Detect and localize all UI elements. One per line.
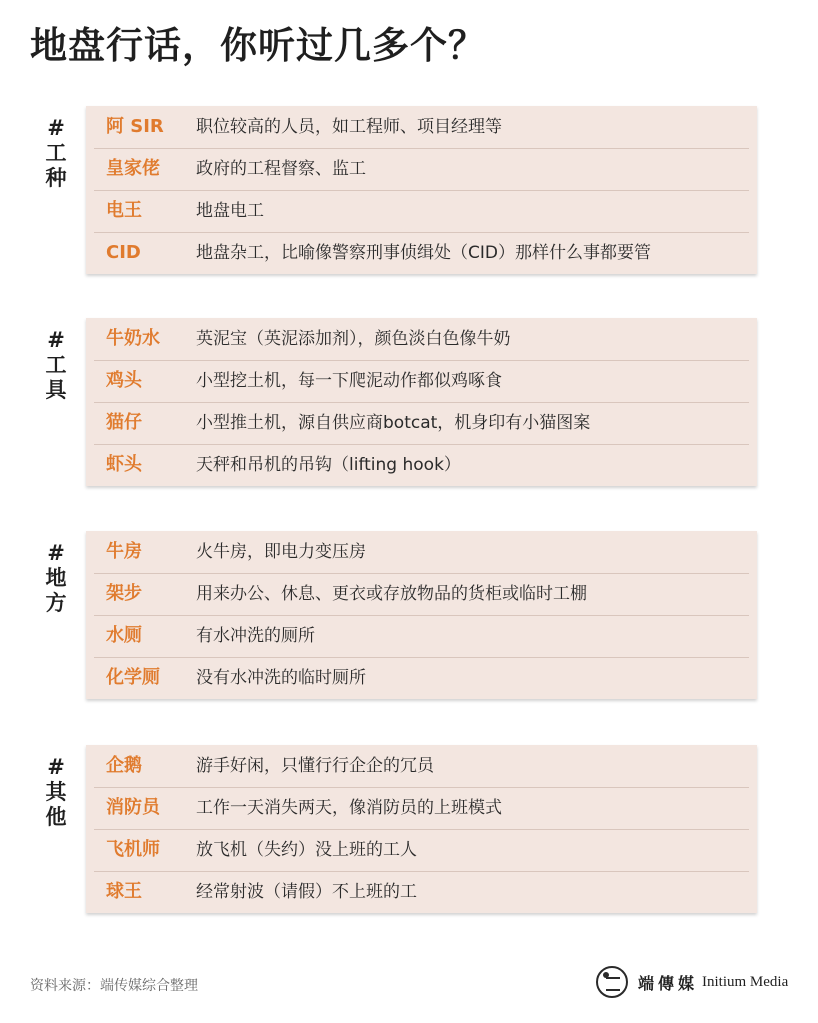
term-description: 放飞机（失约）没上班的工人 [196, 840, 417, 860]
section-label-char: 地 [45, 566, 67, 590]
term-description: 有水冲洗的厕所 [196, 626, 315, 646]
term-name: CID [106, 242, 141, 263]
term-name: 猫仔 [106, 412, 142, 433]
section-label-char: 方 [45, 591, 67, 615]
term-description: 没有水冲洗的临时厕所 [196, 668, 366, 688]
section-label-char: 具 [45, 378, 67, 402]
term-description: 政府的工程督察、监工 [196, 159, 366, 179]
term-name: 企鹅 [106, 755, 142, 776]
term-row [86, 871, 757, 913]
term-description: 英泥宝（英泥添加剂），颜色淡白色像牛奶 [196, 329, 511, 349]
section-label-tools [42, 328, 70, 403]
term-row [86, 232, 757, 274]
section-label-others [42, 755, 70, 830]
term-name: 架步 [106, 583, 142, 604]
term-description: 小型推土机，源自供应商botcat，机身印有小猫图案 [196, 413, 591, 433]
term-description: 经常射波（请假）不上班的工 [196, 882, 417, 902]
term-row [86, 745, 757, 787]
brand-name-chinese: 端傳媒 [638, 973, 699, 993]
term-row [86, 573, 757, 615]
term-description: 地盘电工 [196, 201, 264, 221]
term-row [86, 402, 757, 444]
section-label-job-types [42, 116, 70, 191]
term-row [86, 787, 757, 829]
term-name: 牛房 [106, 541, 142, 562]
section-label-char: 其 [45, 780, 67, 804]
page-title: 地盘行话，你听过几多个？ [30, 24, 486, 67]
section-label-char: 工 [45, 353, 67, 377]
term-description: 火牛房，即电力变压房 [196, 542, 366, 562]
term-card-others [86, 745, 757, 913]
term-description: 用来办公、休息、更衣或存放物品的货柜或临时工棚 [196, 584, 587, 604]
term-name: 化学厕 [106, 667, 160, 688]
term-name: 消防员 [106, 797, 160, 818]
section-label-char: # [47, 328, 65, 352]
term-row [86, 615, 757, 657]
term-row [86, 657, 757, 699]
section-label-char: # [47, 116, 65, 140]
term-card-job-types [86, 106, 757, 274]
term-name: 球王 [106, 881, 142, 902]
section-label-char: 工 [45, 141, 67, 165]
term-name: 鸡头 [106, 370, 142, 391]
term-row [86, 444, 757, 486]
term-row [86, 360, 757, 402]
source-credit: 资料来源：端传媒综合整理 [30, 978, 198, 994]
section-label-char: # [47, 755, 65, 779]
section-label-char: # [47, 541, 65, 565]
term-row [86, 318, 757, 360]
term-name: 皇家佬 [106, 158, 160, 179]
brand-name-english: Initium Media [702, 973, 789, 990]
section-label-places [42, 541, 70, 616]
term-row [86, 148, 757, 190]
term-description: 游手好闲，只懂行行企企的冗员 [196, 756, 434, 776]
term-description: 地盘杂工，比喻像警察刑事侦缉处（CID）那样什么事都要管 [196, 243, 651, 263]
brand-logo [596, 964, 788, 1000]
section-label-char: 他 [45, 805, 67, 829]
term-description: 工作一天消失两天，像消防员的上班模式 [196, 798, 502, 818]
section-label-char: 种 [45, 166, 67, 190]
term-description: 职位较高的人员，如工程师、项目经理等 [196, 117, 502, 137]
term-card-tools [86, 318, 757, 486]
term-row [86, 190, 757, 232]
term-description: 小型挖土机，每一下爬泥动作都似鸡啄食 [196, 371, 502, 391]
term-name: 虾头 [106, 454, 142, 475]
term-name: 水厕 [106, 625, 142, 646]
term-name: 电王 [106, 200, 142, 221]
term-name: 阿 SIR [106, 116, 164, 137]
term-description: 天秤和吊机的吊钩（lifting hook） [196, 455, 461, 475]
term-row [86, 531, 757, 573]
term-name: 牛奶水 [106, 328, 160, 349]
term-card-places [86, 531, 757, 699]
term-row [86, 106, 757, 148]
term-row [86, 829, 757, 871]
initium-logo-icon [596, 966, 628, 998]
term-name: 飞机师 [106, 839, 160, 860]
